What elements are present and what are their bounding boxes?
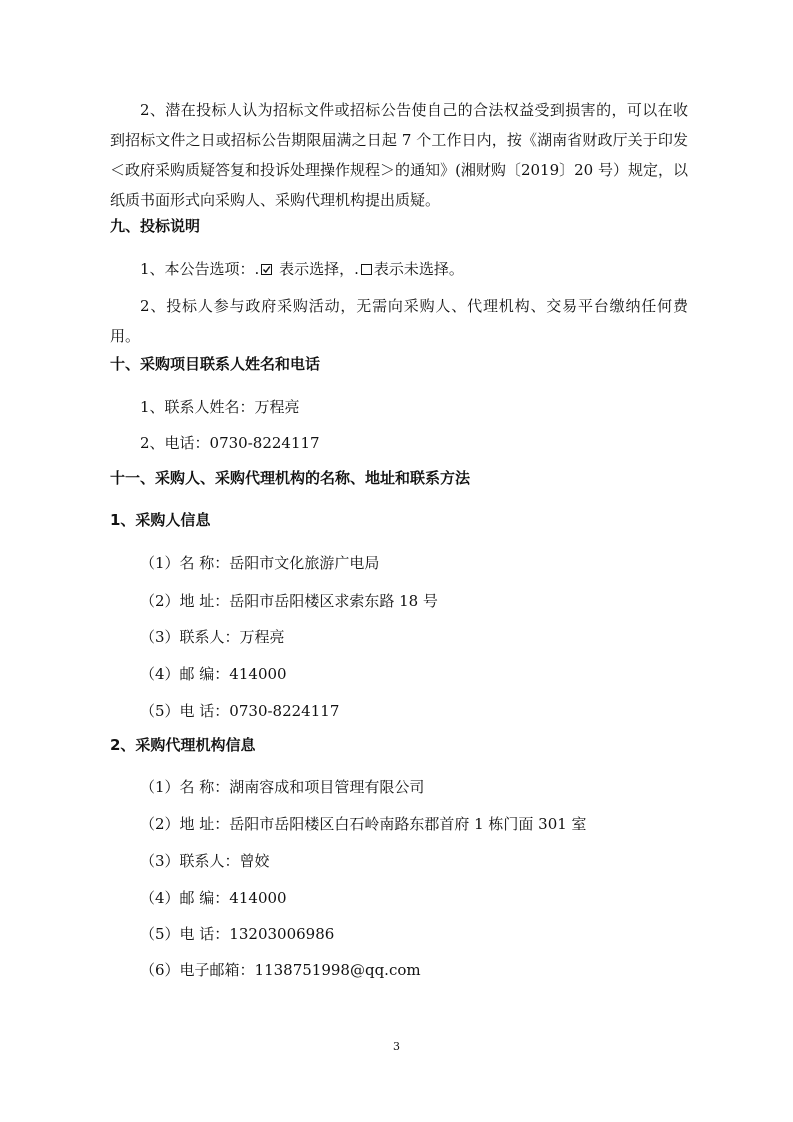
section10-phone: 2、电话：0730-8224117	[140, 434, 320, 452]
purchaser-info-heading: 1、采购人信息	[110, 511, 211, 529]
purchaser-name: （1）名 称：岳阳市文化旅游广电局	[140, 554, 380, 572]
agency-info-heading: 2、采购代理机构信息	[110, 736, 256, 754]
agency-address: （2）地 址：岳阳市岳阳楼区白石岭南路东郡首府 1 栋门面 301 室	[140, 815, 587, 833]
section9-item1	[140, 259, 464, 279]
section9-heading: 九、投标说明	[110, 217, 201, 235]
page-number: 3	[393, 1040, 400, 1053]
unchecked-box-icon	[361, 264, 372, 275]
section9-item1-prefix: 1、本公告选项：.	[140, 260, 260, 278]
checked-box-icon	[261, 264, 272, 275]
section9-item2-paragraph: 2、投标人参与政府采购活动，无需向采购人、代理机构、交易平台缴纳任何费用。	[110, 297, 688, 345]
section9-item1-unchecked-text: 表示未选择。	[373, 260, 464, 278]
purchaser-contact: （3）联系人：万程亮	[140, 628, 285, 646]
section11-heading: 十一、采购人、采购代理机构的名称、地址和联系方法	[110, 469, 471, 487]
agency-name: （1）名 称：湖南容成和项目管理有限公司	[140, 778, 425, 796]
purchaser-postcode: （4）邮 编：414000	[140, 665, 287, 683]
section10-heading: 十、采购项目联系人姓名和电话	[110, 355, 321, 373]
purchaser-phone: （5）电 话：0730-8224117	[140, 702, 340, 720]
agency-email: （6）电子邮箱：1138751998@qq.com	[140, 961, 421, 979]
section10-contact: 1、联系人姓名：万程亮	[140, 398, 300, 416]
agency-contact: （3）联系人：曾姣	[140, 852, 270, 870]
agency-phone: （5）电 话：13203006986	[140, 925, 335, 943]
agency-postcode: （4）邮 编：414000	[140, 889, 287, 907]
section9-item1-checked-text: 表示选择，.	[274, 260, 359, 278]
section8-item2-paragraph: 2、潜在投标人认为招标文件或招标公告使自己的合法权益受到损害的，可以在收到招标文件之日或招标公告期限届满之日起 7 个工作日内，按《湖南省财政厅关于印发＜政府采购质疑答复和投诉处理操作规程＞的通知》(湘财购〔2019〕20 号）规定，以纸质书面形式向采购人、采购代理机构提出质疑。	[110, 101, 688, 209]
purchaser-address: （2）地 址：岳阳市岳阳楼区求索东路 18 号	[140, 592, 438, 610]
